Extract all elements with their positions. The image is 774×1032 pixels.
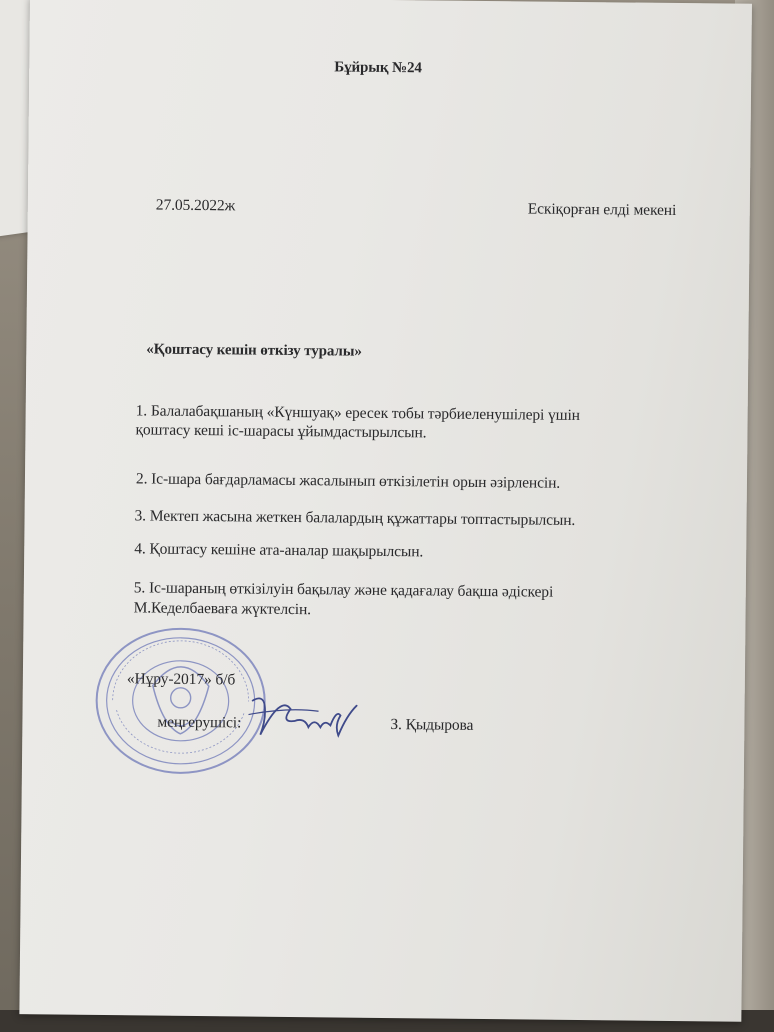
order-item-5-line-1: 5. Іс-шараның өткізілуін бақылау және қадағалау бақша әдіскері bbox=[133, 579, 554, 601]
document-page bbox=[19, 0, 752, 1022]
organization-name: «Нұру-2017» б/б bbox=[126, 670, 236, 689]
document-title: Бұйрық №24 bbox=[334, 59, 422, 77]
head-role-label: меңгерушісі: bbox=[157, 713, 242, 732]
order-item-4: 4. Қоштасу кешіне ата-аналар шақырылсын. bbox=[134, 540, 424, 561]
handwritten-signature bbox=[244, 689, 365, 750]
order-item-3: 3. Мектеп жасына жеткен балалардың құжаттары топтастырылсын. bbox=[134, 507, 576, 529]
round-seal-stamp bbox=[92, 625, 269, 777]
document-place: Ескіқорған елді мекені bbox=[527, 200, 677, 219]
order-item-2: 2. Іс-шара бағдарламасы жасалынып өткізілетін орын әзірленсін. bbox=[135, 470, 561, 492]
head-name: З. Қыдырова bbox=[390, 716, 474, 734]
document-date: 27.05.2022ж bbox=[155, 196, 236, 215]
document-subject: «Қоштасу кешін өткізу туралы» bbox=[146, 341, 362, 360]
order-item-1-line-2: қоштасу кеші іс-шарасы ұйымдастырылсын. bbox=[135, 421, 427, 442]
order-item-1-line-1: 1. Балалабақшаның «Күншуақ» ересек тобы тәрбиеленушілері үшін bbox=[135, 402, 581, 425]
order-item-5-line-2: М.Кеделбаеваға жүктелсін. bbox=[133, 599, 312, 619]
